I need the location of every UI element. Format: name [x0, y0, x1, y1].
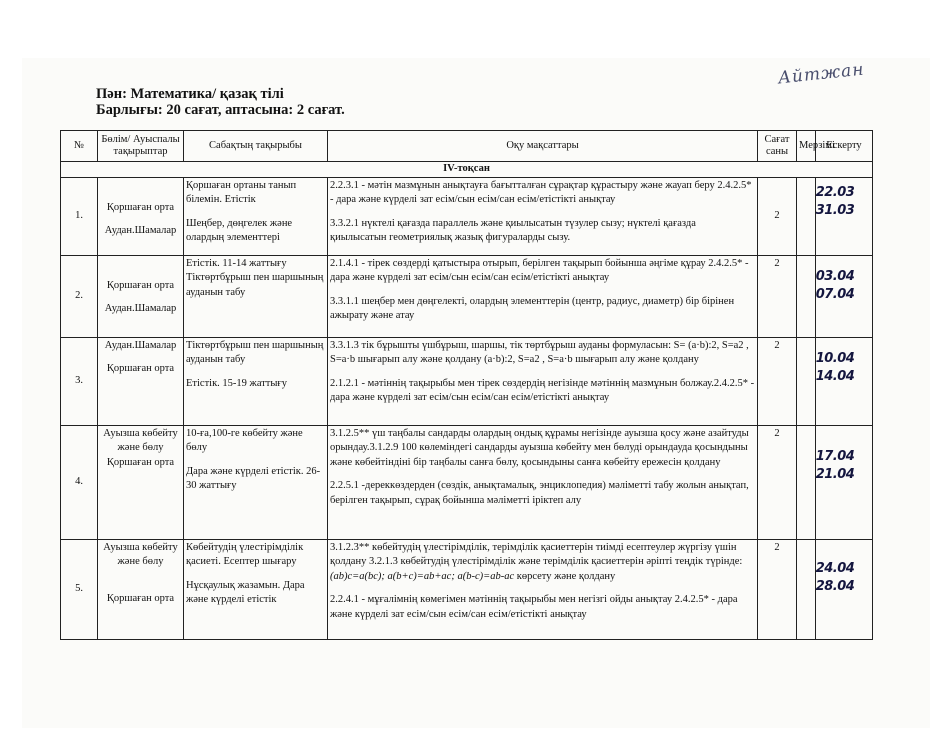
row-number: 4. — [61, 425, 98, 539]
handwritten-date: 03.04 — [815, 269, 855, 284]
topic-text: Көбейтудің үлестірімділік қасиеті. Есептер шығару — [186, 541, 304, 567]
hours-value: 2 — [774, 541, 780, 553]
handwritten-date: 17.04 — [815, 449, 855, 464]
handwritten-dates — [800, 184, 870, 220]
col-header-topic: Сабақтың тақырыбы — [184, 131, 328, 162]
topic-cell — [184, 337, 328, 425]
quarter-label: IV-тоқсан — [61, 162, 873, 178]
goal-text: 2.1.4.1 - тірек сөздерді қатыстыра отырып, берілген тақырып бойынша әңгіме құрау 2.4.2.5* - дара және күрделі зат есім/сын есім/сан есім/етістікті анықтау — [330, 257, 749, 283]
goals-cell — [328, 539, 758, 639]
table-row — [61, 177, 873, 255]
goals-cell — [328, 425, 758, 539]
hours-total-heading: Барлығы: 20 сағат, аптасына: 2 сағат. — [96, 102, 345, 118]
section-cell — [98, 177, 184, 255]
goal-text-tail: көрсету және қолдану — [514, 570, 616, 582]
goals-cell — [328, 255, 758, 337]
hours-value: 2 — [774, 209, 780, 221]
hours-value: 2 — [774, 427, 780, 439]
col-header-hours: Сағат саны — [758, 131, 797, 162]
col-header-dates: Мерзімі — [797, 131, 816, 162]
handwritten-date: 22.03 — [815, 185, 855, 200]
subject-heading: Пән: Математика/ қазақ тілі — [96, 86, 284, 102]
table-row — [61, 425, 873, 539]
table-row — [61, 539, 873, 639]
topic-cell — [184, 255, 328, 337]
col-header-notes: Ескерту — [816, 131, 873, 162]
col-header-number: № — [61, 131, 98, 162]
goal-text: 2.2.3.1 - мәтін мазмұнын анықтауға бағытталған сұрақтар құрастыру және жауап беру 2.4.2.5* - дара және күрделі зат есім/сын есім/сан есім/етістікті анықтау — [330, 179, 752, 205]
goals-cell — [328, 177, 758, 255]
handwritten-date: 24.04 — [815, 561, 855, 576]
section-label: Қоршаған орта — [106, 456, 175, 468]
handwritten-date: 31.03 — [815, 203, 855, 218]
section-label: Қоршаған орта — [106, 279, 175, 291]
section-cell — [98, 539, 184, 639]
goals-cell — [328, 337, 758, 425]
row-number: 3. — [61, 337, 98, 425]
topic-cell — [184, 425, 328, 539]
handwritten-date: 10.04 — [815, 351, 855, 366]
hours-cell — [758, 337, 797, 425]
col-header-goals: Оқу мақсаттары — [328, 131, 758, 162]
hours-cell — [758, 255, 797, 337]
handwritten-date: 14.04 — [815, 369, 855, 384]
section-cell — [98, 425, 184, 539]
lesson-plan-table — [60, 130, 873, 640]
handwritten-date: 21.04 — [815, 467, 855, 482]
goal-text — [330, 541, 755, 585]
topic-text: 10-ға,100-ге көбейту және бөлу — [186, 427, 303, 453]
section-label: Аудан.Шамалар — [104, 303, 177, 314]
goal-formula: (ab)c=a(bc); a(b+c)=ab+ac; a(b-c)=ab-ac — [330, 570, 515, 582]
table-row — [61, 337, 873, 425]
section-label: Аудан.Шамалар — [104, 339, 177, 351]
section-label: Қоршаған орта — [106, 201, 175, 213]
section-label: Ауызша көбейту және бөлу — [103, 427, 178, 453]
goal-text-intro: 3.1.2.3** көбейтудің үлестірімділік, терімділік қасиеттерін тиімді есептеулер жүргізу үшін қолдану 3.2.1.3 көбейтудің үлестірімділік және терімділік қасиеттерін әріпті теңдік түрінде: — [330, 541, 743, 567]
topic-text: Тіктөртбұрыш пен шаршының ауданын табу — [186, 339, 324, 365]
hours-value: 2 — [774, 257, 780, 269]
section-label: Қоршаған орта — [106, 363, 175, 374]
goal-text: 2.1.2.1 - мәтіннің тақырыбы мен тірек сөздердің негізінде мәтіннің мазмұнын болжау.2.4.2.5* - дара және күрделі зат есім/сын есім/сан есім/етістікті анықтау — [330, 377, 755, 403]
goal-text: 3.3.1.3 тік бұрышты үшбұрыш, шаршы, тік төртбұрыш ауданы формуласын: S= (a·b):2, S=a2 , S=a·b шығарып алу және қолдану (a·b):2, S=a2 , S=a·b шығарып алу және қолдану — [330, 339, 749, 365]
table-header-row — [61, 131, 873, 162]
section-label: Ауызша көбейту және бөлу — [103, 541, 178, 567]
handwritten-date: 07.04 — [815, 287, 855, 302]
hours-cell — [758, 177, 797, 255]
topic-text: Етістік. 15-19 жаттығу — [186, 377, 287, 389]
section-cell — [98, 337, 184, 425]
quarter-row — [61, 162, 873, 178]
row-number: 2. — [61, 255, 98, 337]
topic-text: Қоршаған ортаны танып білемін. Етістік — [186, 179, 297, 205]
handwritten-dates — [800, 350, 870, 386]
handwritten-dates — [800, 448, 870, 484]
topic-cell — [184, 177, 328, 255]
topic-text: Нұсқаулық жазамын. Дара және күрделі етістік — [186, 579, 305, 605]
topic-cell — [184, 539, 328, 639]
col-header-section: Бөлім/ Ауыспалы тақырыптар — [98, 131, 184, 162]
goal-text: 2.2.5.1 -дереккөздерден (сөздік, анықтамалық, энциклопедия) мәліметті табу жолын анықтап, берілген тақырып, сұрақ бойынша мәліметті іріктеп алу — [330, 480, 749, 506]
hours-cell — [758, 425, 797, 539]
topic-text: Шеңбер, дөңгелек және олардың элементтері — [186, 217, 293, 243]
table-row — [61, 255, 873, 337]
handwritten-date: 28.04 — [815, 579, 855, 594]
handwritten-dates — [800, 268, 870, 304]
row-number: 1. — [61, 177, 98, 255]
goal-text: 3.1.2.5** үш таңбалы сандарды олардың ондық құрамы негізінде ауызша қосу және азайтуды орындау.3.1.2.9 100 көлеміндегі сандарды ауызша көбейту мен бөлуді орындауда қосындыны және көбейтіндіні бір таңбалы санға бөлу, қосындыны санға көбейту ережесін қолдану — [330, 427, 749, 468]
goal-text: 3.3.1.1 шеңбер мен дөңгелекті, олардың элементтерін (центр, радиус, диаметр) бір бірінен ажырату және атау — [330, 295, 735, 321]
row-number: 5. — [61, 539, 98, 639]
goal-text: 3.3.2.1 нүктелі қағазда параллель және қиылысатын түзулер сызу; нүктелі қағазда қиылысатын геометриялық жазық фигураларды сызу. — [330, 217, 696, 243]
section-label: Қоршаған орта — [106, 592, 175, 604]
handwritten-signature: Айтжан — [777, 59, 866, 89]
goal-text: 2.2.4.1 - мұғалімнің көмегімен мәтіннің тақырыбы мен негізгі ойды анықтау 2.4.2.5* - дара және күрделі зат есім/сын есім/сан есім/етістікті анықтау — [330, 594, 738, 620]
section-label: Аудан.Шамалар — [104, 225, 177, 236]
handwritten-dates — [800, 560, 870, 596]
hours-cell — [758, 539, 797, 639]
hours-value: 2 — [774, 339, 780, 351]
section-cell — [98, 255, 184, 337]
topic-text: Дара және күрделі етістік. 26-30 жаттығу — [186, 465, 321, 491]
topic-text: Етістік. 11-14 жаттығу Тіктөртбұрыш пен шаршының ауданын табу — [186, 257, 324, 298]
